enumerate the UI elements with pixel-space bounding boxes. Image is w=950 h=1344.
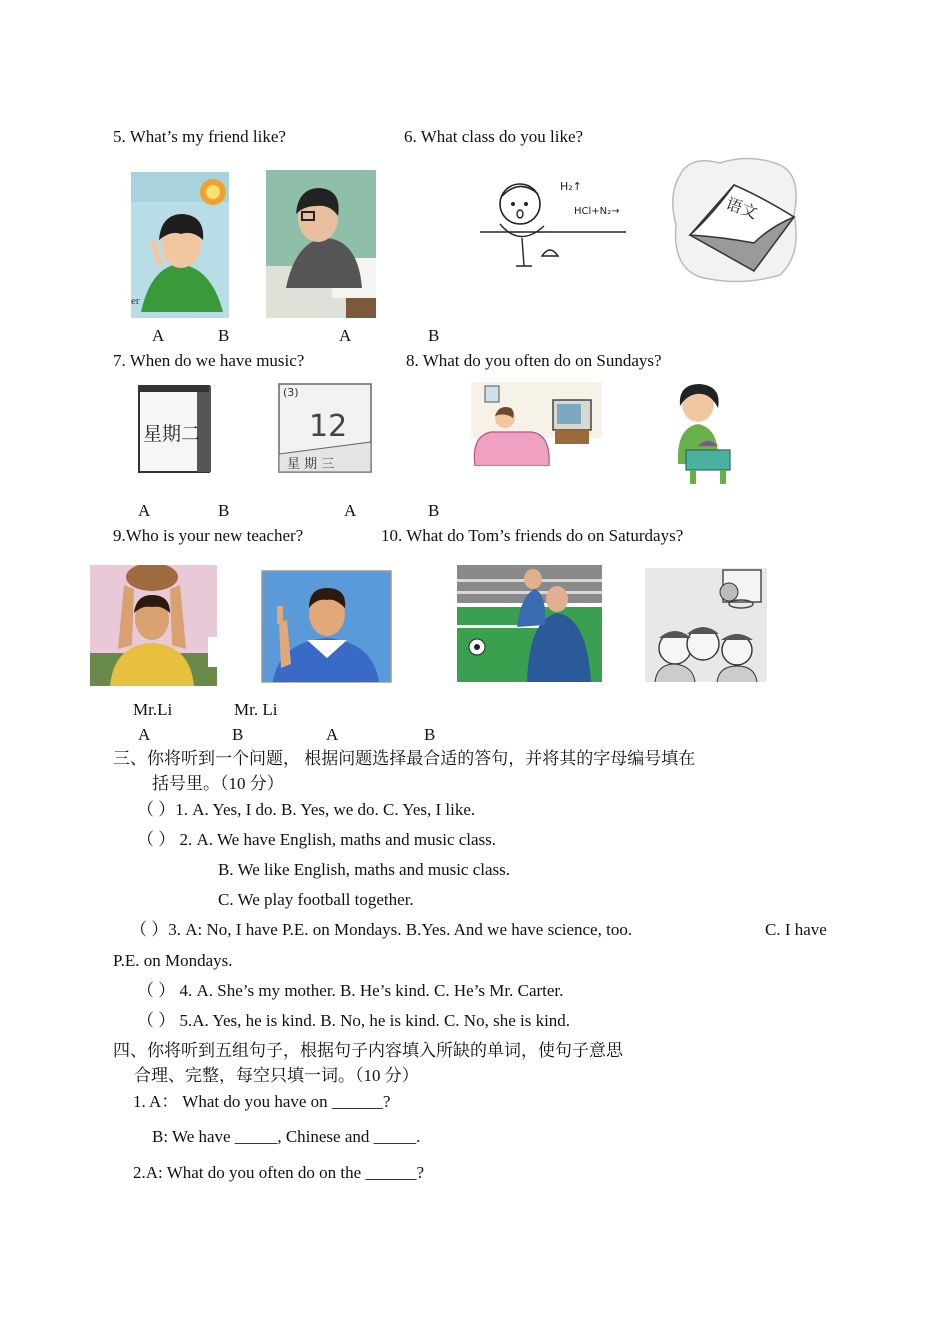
q6-picture-b	[670, 155, 801, 285]
q10-label-b: B	[424, 725, 436, 744]
q8-label-b: B	[428, 501, 440, 520]
section-3-q3: （ ）3. A: No, I have P.E. on Mondays. B.Yes. And we have science, too.	[130, 920, 633, 939]
section-3-q3-option-c-cont: P.E. on Mondays.	[113, 951, 233, 970]
q9-label-a: A	[138, 725, 151, 744]
q10-picture-b	[645, 568, 767, 682]
question-10: 10. What do Tom’s friends do on Saturdays?	[381, 526, 684, 545]
section-3-q2-option-b: B. We like English, maths and music class.	[218, 860, 511, 879]
question-7: 7. When do we have music?	[113, 351, 305, 370]
section-3-q3-option-c: C. I have	[765, 920, 827, 939]
q6-label-a: A	[339, 326, 352, 345]
formula-h2: H₂↑	[560, 180, 582, 193]
section-3-q2-option-c: C. We play football together.	[218, 890, 414, 909]
section-3-title: 三、你将听到一个问题， 根据问题选择最合适的答句，并将其的字母编号填在	[113, 749, 696, 768]
q7-picture-a	[133, 382, 217, 476]
q7-label-a: A	[138, 501, 151, 520]
section-4-line-3: 2.A: What do you often do on the ______?	[133, 1163, 425, 1182]
section-3-q2: （ ） 2. A. We have English, maths and music class.	[137, 830, 497, 849]
question-5: 5. What’s my friend like?	[113, 127, 286, 146]
q5-label-a: A	[152, 326, 165, 345]
q8-label-a: A	[344, 501, 357, 520]
question-9: 9.Who is your new teacher?	[113, 526, 304, 545]
q9-picture-b	[259, 568, 394, 685]
section-3-title-cont: 括号里。（10 分）	[152, 774, 284, 793]
q10-label-a: A	[326, 725, 339, 744]
question-6: 6. What class do you like?	[404, 127, 584, 146]
q9-label-b: B	[232, 725, 244, 744]
section-3-q5: （ ） 5.A. Yes, he is kind. B. No, he is kind. C. No, she is kind.	[137, 1011, 571, 1030]
section-4-title: 四、你将听到五组句子，根据句子内容填入所缺的单词，使句子意思	[113, 1041, 623, 1060]
q8-picture-a	[471, 382, 602, 466]
calendar-a-day: 星期二	[143, 423, 201, 445]
q9-name-a: Mr.Li	[133, 700, 173, 719]
q6-picture-a	[480, 168, 626, 276]
q9-name-b: Mr. Li	[234, 700, 278, 719]
q10-picture-a	[457, 565, 602, 682]
q5-label-b: B	[218, 326, 230, 345]
section-3-q4: （ ） 4. A. She’s my mother. B. He’s kind. C. He’s Mr. Carter.	[137, 981, 564, 1000]
q5-picture-b	[266, 170, 376, 318]
q7-label-b: B	[218, 501, 230, 520]
formula-hcl: HCl+N₂→	[574, 206, 620, 217]
section-4-title-cont: 合理、完整，每空只填一词。（10 分）	[134, 1066, 419, 1085]
q7-picture-b	[275, 382, 376, 476]
calendar-b-number: 12	[309, 409, 348, 444]
book-title: 语文	[723, 193, 761, 223]
question-8: 8. What do you often do on Sundays?	[406, 351, 662, 370]
calendar-b-day: 星 期 三	[287, 457, 335, 472]
section-3-q1: （ ）1. A. Yes, I do. B. Yes, we do. C. Yes, I like.	[137, 800, 476, 819]
svg-text:er: er	[131, 295, 140, 307]
q6-label-b: B	[428, 326, 440, 345]
q9-picture-a	[90, 565, 217, 686]
q5-picture-a	[131, 172, 229, 318]
calendar-b-top: (3)	[283, 386, 299, 399]
section-4-line-1: 1. A： What do you have on ______?	[133, 1092, 391, 1111]
q8-picture-b	[664, 380, 744, 486]
section-4-line-2: B: We have _____, Chinese and _____.	[152, 1127, 421, 1146]
